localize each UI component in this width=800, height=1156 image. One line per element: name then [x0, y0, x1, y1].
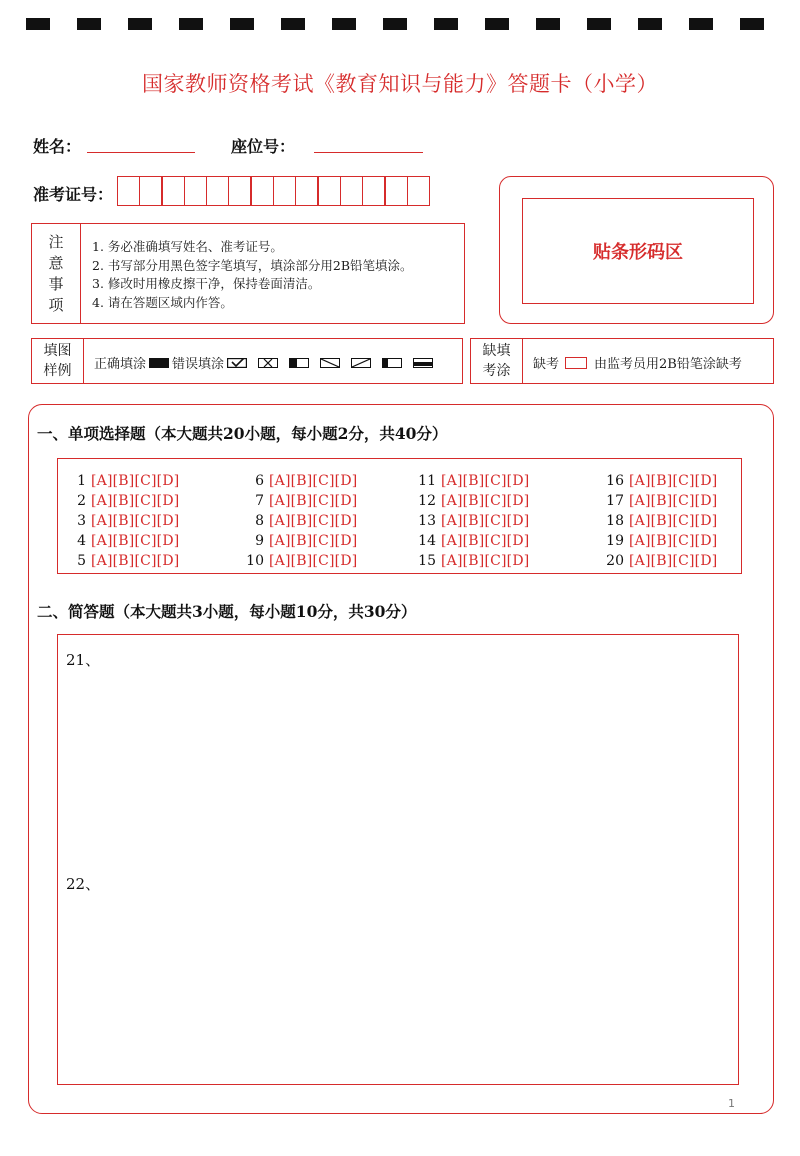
cross-mark-icon — [258, 358, 278, 368]
partial-fill-icon — [382, 358, 402, 368]
notice-item: 3. 修改时用橡皮擦干净，保持卷面清洁。 — [92, 276, 321, 291]
notice-item: 4. 请在答题区域内作答。 — [92, 294, 233, 310]
section1-title: 一、单项选择题（本大题共20小题，每小题2分，共40分） — [37, 424, 448, 443]
absent-checkbox[interactable] — [565, 357, 587, 369]
mc-column — [242, 471, 357, 571]
seat-label: 座位号： — [231, 137, 296, 156]
essay-answer-box[interactable] — [57, 634, 739, 1085]
seat-field[interactable] — [314, 152, 423, 153]
section2-title: 二、简答题（本大题共3小题，每小题10分，共30分） — [37, 602, 417, 621]
ticket-digit-box[interactable] — [206, 176, 230, 206]
half-fill-icon — [289, 358, 309, 368]
mc-question[interactable]: 13 [A][B][C][D] — [418, 513, 530, 529]
mc-question[interactable]: 7 [A][B][C][D] — [255, 493, 358, 509]
mc-question[interactable]: 12 [A][B][C][D] — [418, 493, 530, 509]
mc-question[interactable]: 5 [A][B][C][D] — [77, 553, 180, 569]
mc-column — [602, 471, 717, 571]
mc-question[interactable]: 15 [A][B][C][D] — [418, 553, 530, 569]
page-title: 国家教师资格考试《教育知识与能力》答题卡（小学） — [142, 72, 658, 96]
mc-question[interactable]: 6 [A][B][C][D] — [255, 473, 358, 489]
notice-heading: 注 意 事 项 — [32, 224, 81, 323]
ticket-digit-box[interactable] — [184, 176, 208, 206]
legend-heading: 填图 样例 — [32, 339, 84, 383]
name-label: 姓名： — [33, 137, 82, 156]
mc-question[interactable]: 19 [A][B][C][D] — [606, 533, 718, 549]
fill-legend — [31, 338, 463, 384]
mc-question[interactable]: 8 [A][B][C][D] — [255, 513, 358, 529]
absent-label: 缺考 — [533, 357, 560, 372]
mc-question[interactable]: 14 [A][B][C][D] — [418, 533, 530, 549]
check-mark-icon — [227, 358, 247, 368]
mc-question[interactable]: 4 [A][B][C][D] — [77, 533, 180, 549]
wrong-label: 错误填涂 — [172, 357, 225, 372]
mc-question[interactable]: 3 [A][B][C][D] — [77, 513, 180, 529]
mc-question[interactable]: 1 [A][B][C][D] — [77, 473, 180, 489]
ticket-digit-box[interactable] — [362, 176, 386, 206]
correct-label: 正确填涂 — [94, 357, 147, 372]
diagonal-down-icon — [320, 358, 340, 368]
ticket-digit-box[interactable] — [384, 176, 408, 206]
mc-column — [64, 471, 179, 571]
notice-list — [92, 238, 413, 312]
ticket-label: 准考证号： — [33, 185, 114, 204]
mc-question[interactable]: 20 [A][B][C][D] — [606, 553, 718, 569]
multiple-choice-grid — [57, 458, 742, 574]
absent-note: 由监考员用2B铅笔涂缺考 — [594, 357, 742, 372]
barcode-area: 贴条形码区 — [522, 198, 754, 304]
essay-question-22: 22、 — [66, 875, 101, 893]
ticket-digit-box[interactable] — [407, 176, 431, 206]
mc-question[interactable]: 16 [A][B][C][D] — [606, 473, 718, 489]
mc-column — [414, 471, 529, 571]
ticket-digit-box[interactable] — [250, 176, 274, 206]
timing-marks — [26, 18, 774, 30]
mc-question[interactable]: 2 [A][B][C][D] — [77, 493, 180, 509]
ticket-digit-box[interactable] — [317, 176, 341, 206]
ticket-digit-box[interactable] — [295, 176, 319, 206]
mc-question[interactable]: 9 [A][B][C][D] — [255, 533, 358, 549]
absent-heading: 缺填 考涂 — [471, 339, 523, 383]
mc-question[interactable]: 17 [A][B][C][D] — [606, 493, 718, 509]
bar-fill-icon — [413, 358, 433, 368]
mc-question[interactable]: 11 [A][B][C][D] — [418, 473, 530, 489]
mc-question[interactable]: 10 [A][B][C][D] — [246, 553, 358, 569]
essay-question-21: 21、 — [66, 651, 101, 669]
ticket-digit-box[interactable] — [139, 176, 163, 206]
notice-item: 2. 书写部分用黑色签字笔填写，填涂部分用2B铅笔填涂。 — [92, 257, 413, 273]
page-number: 1 — [728, 1097, 735, 1110]
diagonal-up-icon — [351, 358, 371, 368]
ticket-digit-box[interactable] — [273, 176, 297, 206]
ticket-number-boxes[interactable] — [118, 176, 430, 206]
ticket-digit-box[interactable] — [117, 176, 141, 206]
absent-box — [470, 338, 774, 384]
notice-box — [31, 223, 465, 324]
name-field[interactable] — [87, 152, 195, 153]
ticket-digit-box[interactable] — [340, 176, 364, 206]
ticket-digit-box[interactable] — [161, 176, 185, 206]
ticket-digit-box[interactable] — [228, 176, 252, 206]
notice-item: 1. 务必准确填写姓名、准考证号。 — [92, 239, 283, 254]
correct-fill-swatch — [149, 358, 169, 368]
mc-question[interactable]: 18 [A][B][C][D] — [606, 513, 718, 529]
